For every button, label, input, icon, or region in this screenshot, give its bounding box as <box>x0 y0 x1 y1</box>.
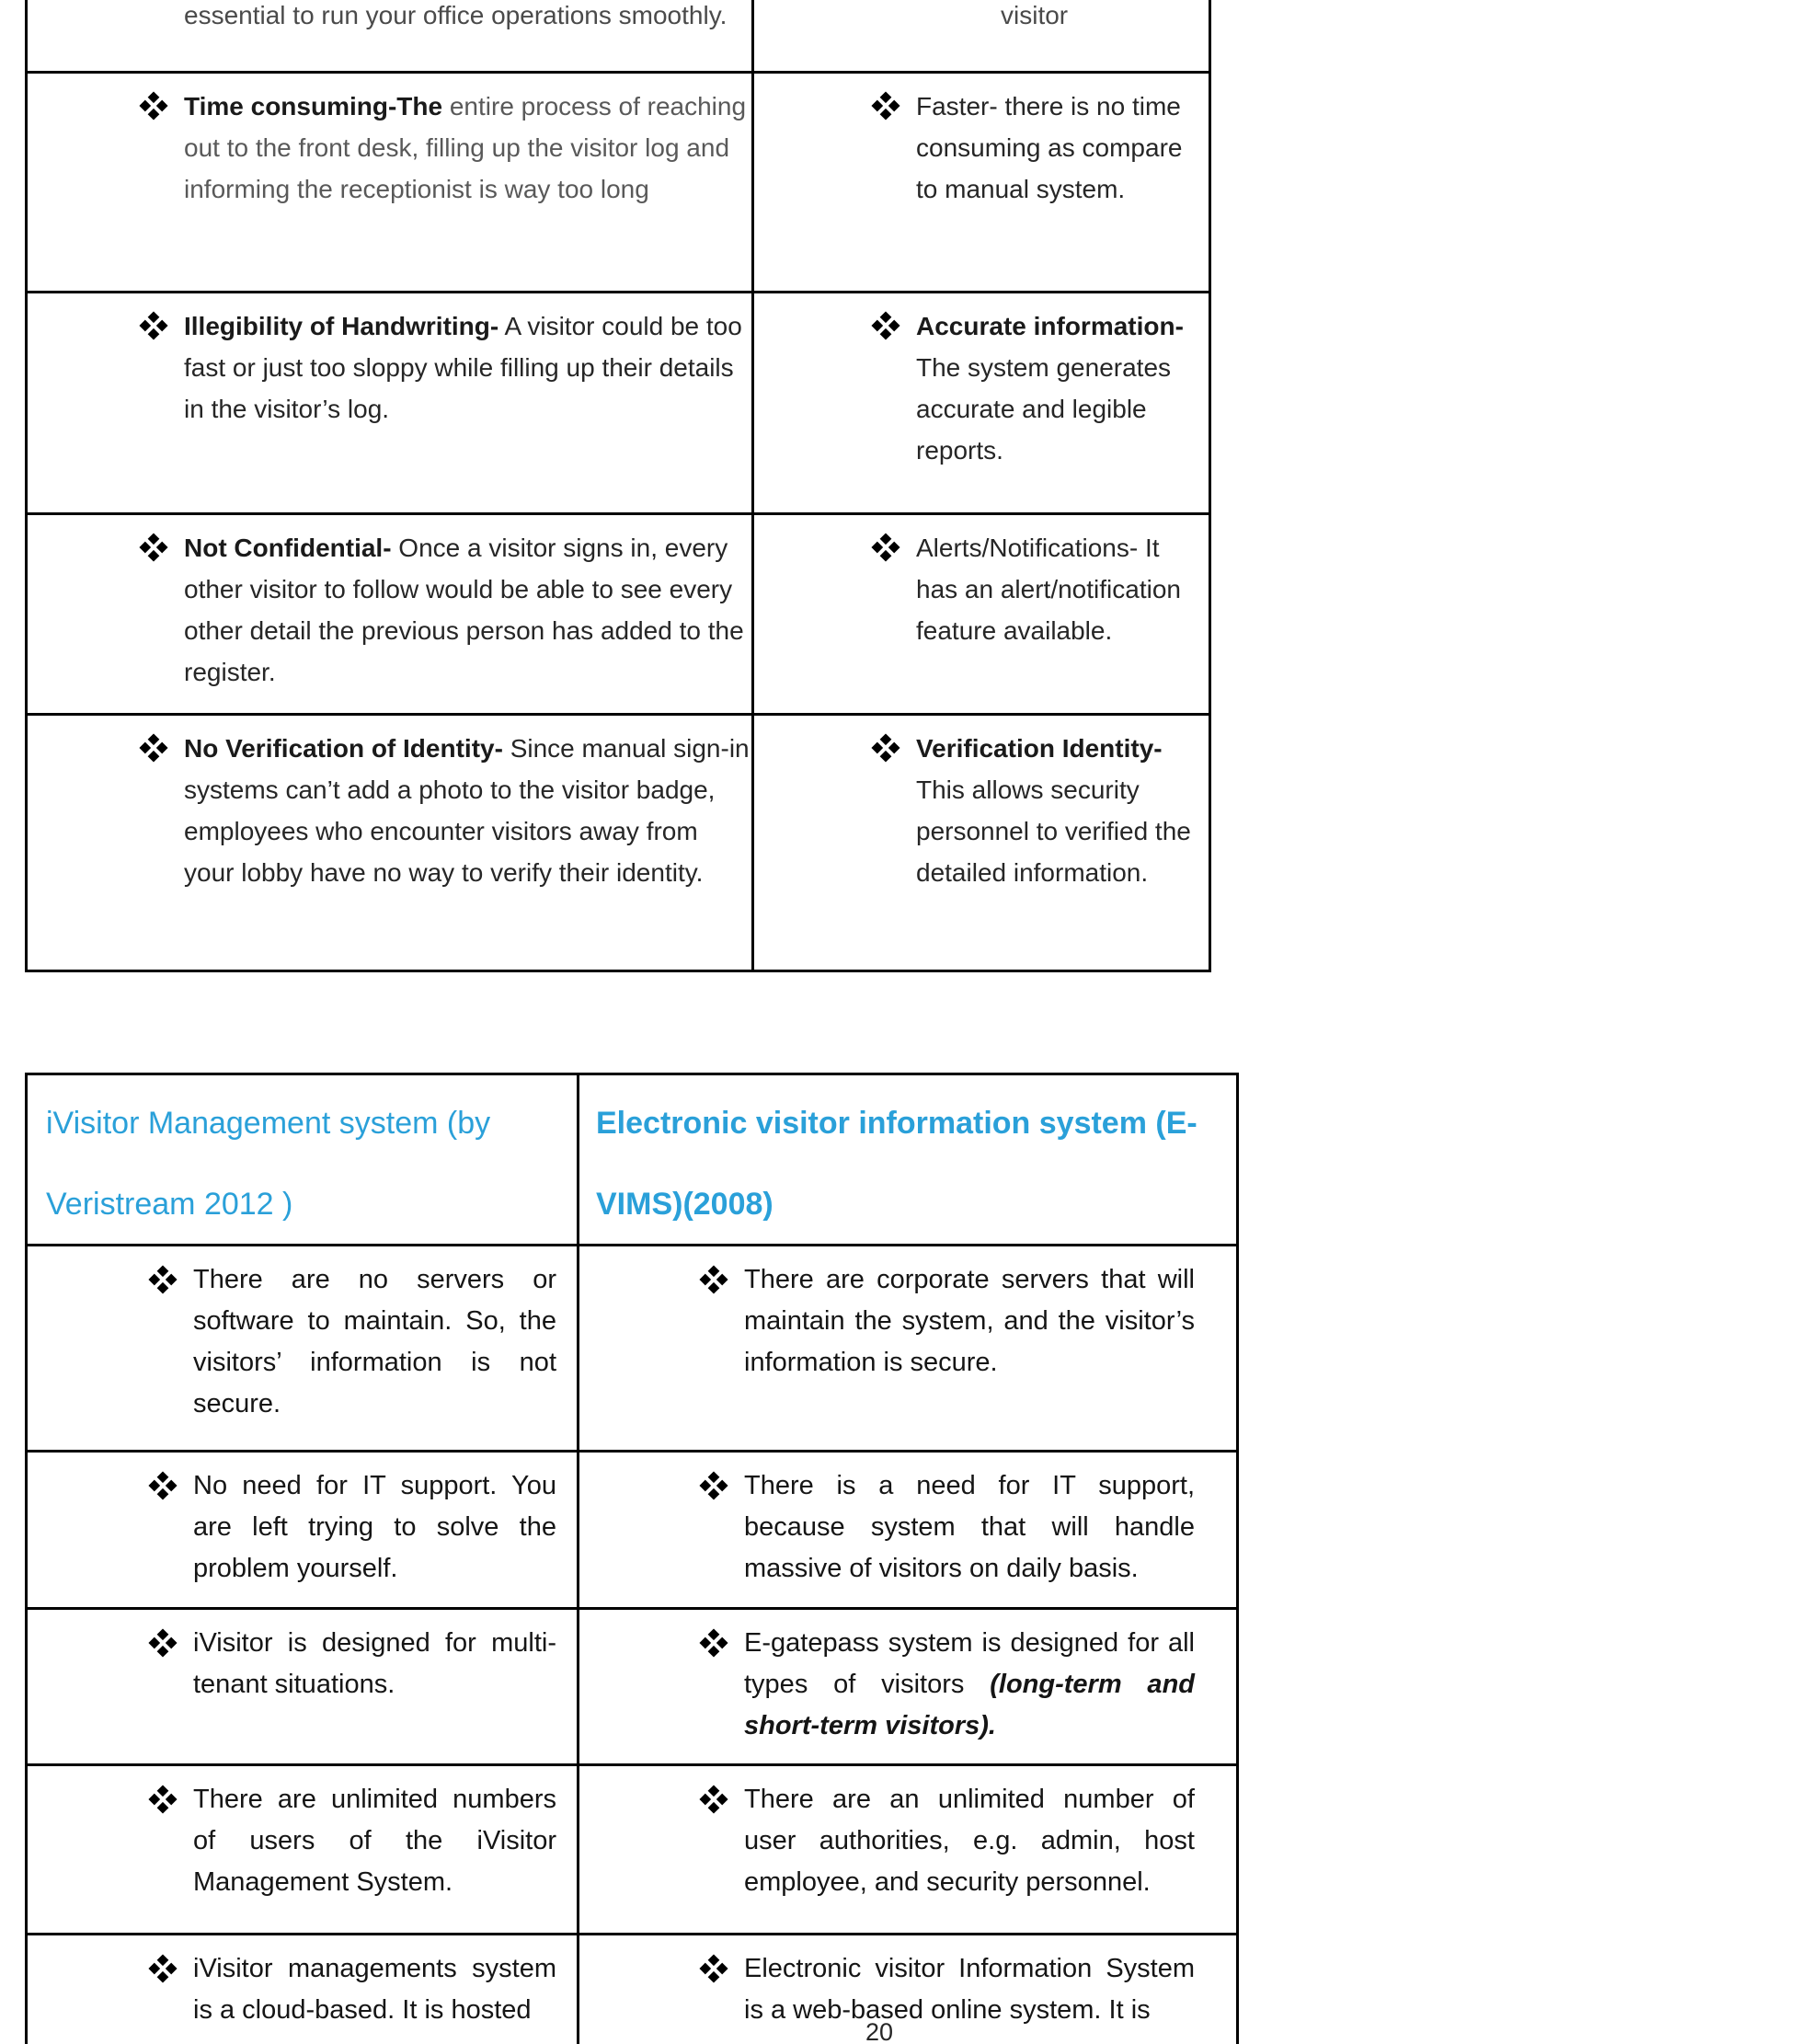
diamond-bullet-icon <box>876 86 916 210</box>
ivisitor-cell <box>28 1935 579 2044</box>
diamond-bullet-icon <box>704 1465 744 1590</box>
term-label: Illegibility of Handwriting- <box>184 312 499 340</box>
list-item <box>153 1623 556 1705</box>
table-row <box>28 1607 1236 1763</box>
table-row <box>28 1450 1236 1607</box>
diamond-bullet-icon <box>704 1779 744 1903</box>
term-label: Time consuming-The <box>184 92 443 121</box>
evims-cell <box>579 1246 1236 1450</box>
electronic-system-cell <box>754 293 1209 512</box>
evims-cell <box>579 1766 1236 1933</box>
diamond-bullet-icon <box>143 305 184 430</box>
diamond-bullet-icon <box>704 1623 744 1747</box>
term-description: Once a visitor signs in, every other visitor to follow would be able to see every other detail the previous person has added to the register. <box>184 534 744 686</box>
manual-system-cell <box>28 74 754 291</box>
systems-table <box>25 1073 1239 2044</box>
diamond-bullet-icon <box>153 1779 193 1903</box>
list-item <box>704 1779 1195 1903</box>
diamond-bullet-icon <box>143 86 184 210</box>
manual-system-cell <box>28 716 754 970</box>
manual-system-cell <box>28 293 754 512</box>
cell-text <box>744 1623 1195 1747</box>
list-item <box>153 1779 556 1903</box>
cell-text: There are corporate servers that will maintain the system, and the visitor’s information is secure. <box>744 1265 1195 1377</box>
table-row <box>28 1763 1236 1933</box>
cell-text <box>916 728 1203 893</box>
cell-text: visitor <box>1001 1 1069 29</box>
table-row-clipped <box>28 1933 1236 2044</box>
list-item <box>876 527 1203 651</box>
list-item <box>876 728 1203 893</box>
list-item <box>704 1623 1195 1747</box>
term-description: The system generates accurate and legible reports. <box>916 353 1172 465</box>
list-item <box>704 1259 1195 1384</box>
diamond-bullet-icon <box>153 1465 193 1590</box>
cell-text <box>916 86 1203 210</box>
list-item <box>704 1948 1195 2031</box>
term-description: Alerts/Notifications- It has an alert/notification feature available. <box>916 534 1181 645</box>
ivisitor-cell <box>28 1246 579 1450</box>
term-description: This allows security personnel to verified the detailed information. <box>916 775 1191 887</box>
term-description: entire process of reaching out to the front desk, filling up the visitor log and informing the receptionist is way too long <box>184 92 747 203</box>
table-row <box>28 713 1209 970</box>
cell-text: iVisitor managements system is a cloud-based. It is hosted <box>193 1954 556 2025</box>
term-label: Verification Identity- <box>916 734 1163 763</box>
evims-cell <box>579 1453 1236 1607</box>
list-item <box>153 1259 556 1425</box>
list-item <box>704 1465 1195 1590</box>
list-item <box>876 305 1203 471</box>
table-row <box>28 291 1209 512</box>
evims-cell <box>579 1935 1236 2044</box>
diamond-bullet-icon <box>704 1948 744 2031</box>
cell-text: There are no servers or software to maintain. So, the visitors’ information is not secure. <box>193 1265 556 1418</box>
diamond-bullet-icon <box>143 728 184 893</box>
table-row <box>28 1244 1236 1450</box>
cell-text <box>184 86 751 210</box>
list-item <box>143 86 751 210</box>
ivisitor-cell <box>28 1610 579 1763</box>
term-emphasis: (long-term and short-term visitors). <box>744 1670 1195 1740</box>
ivisitor-cell <box>28 1766 579 1933</box>
cell-text <box>916 527 1203 651</box>
diamond-bullet-icon <box>876 527 916 651</box>
term-description: Since manual sign-in systems can’t add a photo to the visitor badge, employees who encounter visitors away from your lobby have no way to verify their identity. <box>184 734 750 887</box>
term-description: E-gatepass system is designed for all types of visitors <box>744 1628 1195 1699</box>
electronic-system-cell <box>754 716 1209 970</box>
evims-header: Electronic visitor information system (E-VIMS)(2008) <box>596 1106 1197 1222</box>
list-item <box>143 527 751 693</box>
electronic-system-cell <box>754 515 1209 713</box>
page-number: 20 <box>865 2018 894 2044</box>
diamond-bullet-icon <box>704 1259 744 1384</box>
term-label: No Verification of Identity- <box>184 734 503 763</box>
diamond-bullet-icon <box>143 527 184 693</box>
cell-text: There are unlimited numbers of users of the iVisitor Management System. <box>193 1785 556 1897</box>
term-label: Not Confidential- <box>184 534 392 562</box>
term-label: Accurate information- <box>916 312 1184 340</box>
manual-system-cell <box>28 515 754 713</box>
ivisitor-header: iVisitor Management system (by Veristream 2012 ) <box>28 1075 579 1244</box>
table-row-clipped <box>28 0 1209 71</box>
diamond-bullet-icon <box>153 1623 193 1705</box>
ivisitor-cell <box>28 1453 579 1607</box>
diamond-bullet-icon <box>876 305 916 471</box>
cell-text <box>184 728 751 893</box>
comparison-table <box>25 0 1211 972</box>
list-item <box>876 86 1203 210</box>
cell-text: essential to run your office operations smoothly. <box>184 1 728 29</box>
diamond-bullet-icon <box>153 1948 193 2031</box>
cell-text <box>184 305 751 430</box>
evims-cell <box>579 1610 1236 1763</box>
cell-text: There is a need for IT support, because system that will handle massive of visitors on daily basis. <box>744 1471 1195 1583</box>
cell-text: Electronic visitor Information System is a web-based online system. It is <box>744 1954 1195 2025</box>
diamond-bullet-icon <box>876 728 916 893</box>
cell-text <box>916 305 1203 471</box>
manual-system-cell <box>28 0 754 71</box>
term-description: Faster- there is no time consuming as compare to manual system. <box>916 92 1183 203</box>
table-row <box>28 512 1209 713</box>
electronic-system-cell <box>754 0 1209 71</box>
list-item <box>153 1948 556 2031</box>
table-header-row <box>28 1075 1236 1244</box>
cell-text: No need for IT support. You are left trying to solve the problem yourself. <box>193 1471 556 1583</box>
list-item <box>153 1465 556 1590</box>
cell-text <box>184 527 751 693</box>
list-item <box>143 728 751 893</box>
cell-text: There are an unlimited number of user authorities, e.g. admin, host employee, and security personnel. <box>744 1785 1195 1897</box>
table-row <box>28 71 1209 291</box>
electronic-system-cell <box>754 74 1209 291</box>
list-item <box>143 305 751 430</box>
diamond-bullet-icon <box>153 1259 193 1425</box>
term-description: A visitor could be too fast or just too sloppy while filling up their details in the visitor’s log. <box>184 312 742 423</box>
cell-text: iVisitor is designed for multi-tenant situations. <box>193 1628 556 1699</box>
